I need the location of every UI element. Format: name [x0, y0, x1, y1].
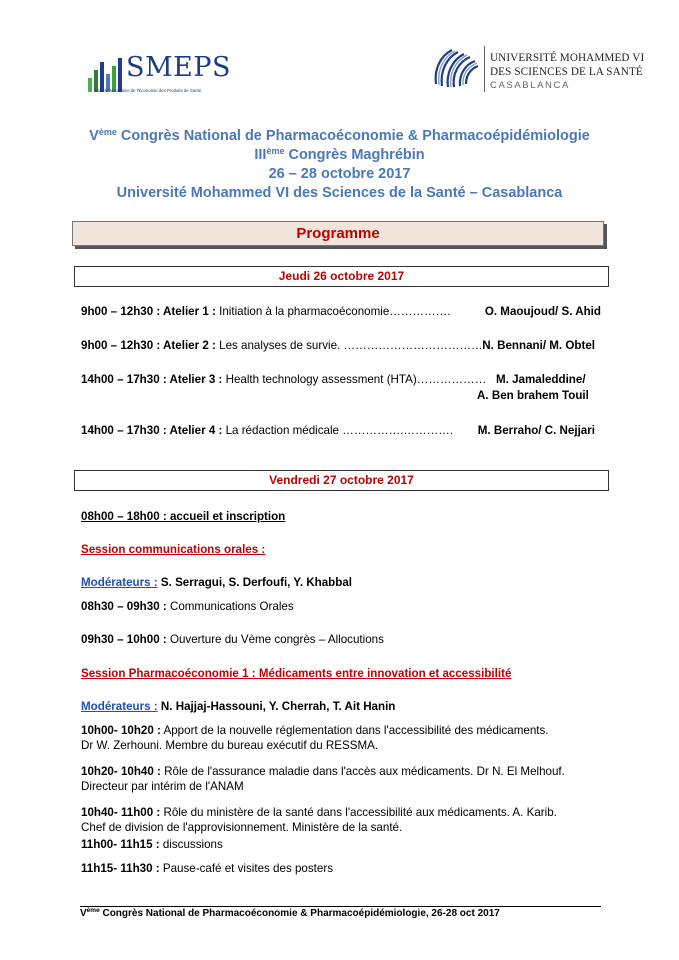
university-name-line1: UNIVERSITÉ MOHAMMED VI — [490, 52, 645, 64]
moderators-line-1: Modérateurs : S. Serragui, S. Derfoufi, Y. Khabbal — [81, 576, 353, 589]
logo-divider — [484, 46, 485, 92]
smeps-logo — [86, 44, 246, 100]
talk-1: 10h00- 10h20 : Apport de la nouvelle réglementation dans l'accessibilité des médicaments. Dr W. Zerhouni. Membre du bureau exécutif du RESSMA. — [81, 724, 549, 752]
session-pharmacoeconomie-title: Session Pharmacoéconomie 1 : Médicaments entre innovation et accessibilité — [81, 667, 512, 680]
schedule-communications: 08h30 – 09h30 : Communications Orales — [81, 600, 294, 613]
smeps-subtitle: Société Marocaine de l'Economie des Produits de Santé — [94, 88, 202, 93]
day1-header: Jeudi 26 octobre 2017 — [74, 266, 609, 287]
talk-2: 10h20- 10h40 : Rôle de l'assurance maladie dans l'accès aux médicaments. Dr N. El Melhouf. Directeur par intérim de l'ANAM — [81, 765, 565, 793]
congress-venue: Université Mohammed VI des Sciences de la Santé – Casablanca — [116, 185, 563, 201]
day1-item-4: 14h00 – 17h30 : Atelier 4 : La rédaction médicale …………….…………. M. Berraho/ C. Nejjari — [81, 424, 595, 437]
day2-header: Vendredi 27 octobre 2017 — [74, 470, 609, 491]
talk-5: 11h15- 11h30 : Pause-café et visites des posters — [81, 862, 333, 875]
programme-title: Programme — [296, 225, 380, 242]
footer-text: Vème Congrès National de Pharmacoéconomie & Pharmacoépidémiologie, 26-28 oct 2017 — [80, 907, 500, 919]
maghreb-congress-title: IIIème Congrès Maghrébin — [254, 146, 425, 163]
talk-3: 10h40- 11h00 : Rôle du ministère de la santé dans l'accessibilité aux médicaments. A. Karib. Chef de division de l'approvisionnement. Ministère de la santé. — [81, 806, 557, 834]
day1-item-2: 9h00 – 12h30 : Atelier 2 : Les analyses de survie. ……………………………… N. Bennani/ M. Obtel — [81, 339, 595, 352]
university-city: CASABLANCA — [490, 80, 570, 91]
programme-banner — [72, 221, 604, 246]
um6ss-logo — [430, 44, 660, 100]
smeps-wordmark: SMEPS — [126, 52, 232, 83]
accueil-line: 08h00 – 18h00 : accueil et inscription — [81, 510, 286, 523]
smeps-bars-icon — [86, 52, 130, 92]
congress-dates: 26 – 28 octobre 2017 — [268, 166, 411, 182]
moderators-line-2: Modérateurs : N. Hajjaj-Hassouni, Y. Cherrah, T. Ait Hanin — [81, 700, 396, 713]
day1-item-1: 9h00 – 12h30 : Atelier 1 : Initiation à la pharmacoéconomie……………. O. Maoujoud/ S. Ahid — [81, 305, 601, 318]
schedule-ouverture: 09h30 – 10h00 : Ouverture du Vème congrès – Allocutions — [81, 633, 384, 646]
day1-item-3: 14h00 – 17h30 : Atelier 3 : Health technology assessment (HTA)……………… M. Jamaleddine/ A. Ben brahem Touil — [81, 373, 589, 402]
university-name-line2: DES SCIENCES DE LA SANTÉ — [490, 66, 643, 78]
talk-4: 11h00- 11h15 : discussions — [81, 838, 223, 851]
congress-title: Vème Congrès National de Pharmacoéconomie & Pharmacoépidémiologie — [89, 127, 590, 144]
university-emblem-icon — [430, 44, 480, 92]
session-communications-title: Session communications orales : — [81, 543, 266, 556]
